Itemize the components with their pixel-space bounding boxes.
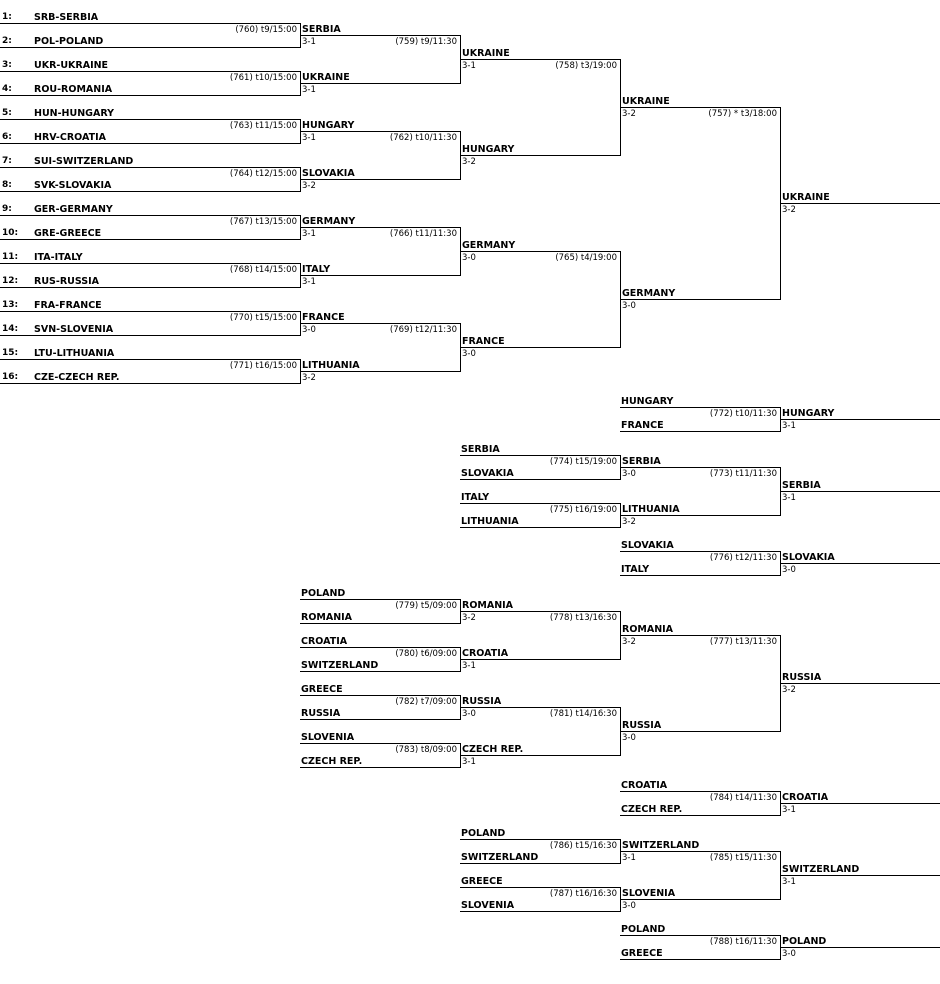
winner-line	[780, 563, 940, 564]
match-score: 3-2	[622, 109, 636, 119]
match-score: 3-0	[782, 949, 796, 959]
match-score: 3-2	[462, 613, 476, 623]
bracket-line	[460, 911, 621, 912]
winner-name: RUSSIA	[622, 720, 662, 731]
bracket-line	[460, 659, 621, 660]
team-name: SWITZERLAND	[301, 660, 379, 671]
team-name: POL-POLAND	[34, 36, 104, 47]
bracket-line	[300, 599, 461, 600]
bracket-line	[0, 287, 301, 288]
seed-number: 14:	[2, 324, 19, 334]
bracket-line	[0, 167, 301, 168]
match-info: (766) t11/11:30	[389, 229, 457, 239]
bracket-line	[460, 503, 621, 504]
winner-name: HUNGARY	[462, 144, 515, 155]
team-name: ROMANIA	[301, 612, 353, 623]
team-name: SLOVENIA	[301, 732, 355, 743]
match-info: (763) t11/15:00	[229, 121, 297, 131]
match-info: (770) t15/15:00	[229, 313, 297, 323]
winner-name: FRANCE	[462, 336, 505, 347]
match-score: 3-0	[622, 469, 636, 479]
winner-name: HUNGARY	[782, 408, 835, 419]
bracket-line	[300, 743, 461, 744]
match-score: 3-1	[302, 133, 316, 143]
team-name: ITA-ITALY	[34, 252, 83, 263]
team-name: GER-GERMANY	[34, 204, 113, 215]
match-info: (777) t13/11:30	[709, 637, 777, 647]
team-name: SVK-SLOVAKIA	[34, 180, 112, 191]
match-info: (786) t15/16:30	[549, 841, 617, 851]
bracket-line	[620, 815, 781, 816]
team-name: CROATIA	[621, 780, 668, 791]
seed-number: 15:	[2, 348, 19, 358]
bracket-line	[620, 935, 781, 936]
team-name: CROATIA	[301, 636, 348, 647]
bracket-line	[620, 407, 781, 408]
seed-number: 8:	[2, 180, 12, 190]
winner-name: SLOVAKIA	[302, 168, 355, 179]
match-info: (780) t6/09:00	[395, 649, 457, 659]
bracket-line	[300, 671, 461, 672]
match-score: 3-2	[302, 373, 316, 383]
match-score: 3-2	[782, 685, 796, 695]
match-score: 3-2	[622, 517, 636, 527]
winner-name: SERBIA	[302, 24, 341, 35]
match-info: (778) t13/16:30	[549, 613, 617, 623]
match-score: 3-0	[782, 565, 796, 575]
match-info: (773) t11/11:30	[709, 469, 777, 479]
seed-number: 4:	[2, 84, 12, 94]
match-score: 3-1	[622, 853, 636, 863]
match-score: 3-0	[622, 733, 636, 743]
bracket-line	[620, 515, 781, 516]
seed-number: 11:	[2, 252, 19, 262]
winner-name: SWITZERLAND	[782, 864, 860, 875]
seed-number: 3:	[2, 60, 12, 70]
seed-number: 1:	[2, 12, 12, 22]
team-name: RUS-RUSSIA	[34, 276, 99, 287]
match-score: 3-1	[462, 661, 476, 671]
match-score: 3-0	[622, 901, 636, 911]
match-score: 3-0	[462, 253, 476, 263]
bracket-line	[300, 35, 461, 36]
team-name: CZECH REP.	[621, 804, 683, 815]
winner-name: ROMANIA	[462, 600, 514, 611]
winner-name: GERMANY	[462, 240, 516, 251]
match-info: (783) t8/09:00	[395, 745, 457, 755]
winner-line	[780, 203, 940, 204]
seed-number: 7:	[2, 156, 12, 166]
bracket-line	[460, 611, 621, 612]
bracket-line	[0, 47, 301, 48]
bracket-line	[0, 119, 301, 120]
winner-name: LITHUANIA	[622, 504, 680, 515]
bracket-line	[300, 323, 461, 324]
match-info: (767) t13/15:00	[229, 217, 297, 227]
match-info: (788) t16/11:30	[709, 937, 777, 947]
team-name: LITHUANIA	[461, 516, 519, 527]
team-name: SERBIA	[461, 444, 500, 455]
team-name: ITALY	[461, 492, 490, 503]
winner-name: RUSSIA	[782, 672, 822, 683]
winner-name: CZECH REP.	[462, 744, 524, 755]
bracket-line	[620, 635, 781, 636]
match-info: (762) t10/11:30	[389, 133, 457, 143]
bracket-line	[0, 143, 301, 144]
bracket-line	[620, 899, 781, 900]
team-name: HUN-HUNGARY	[34, 108, 114, 119]
winner-name: UKRAINE	[302, 72, 350, 83]
bracket-line	[300, 131, 461, 132]
bracket-line	[460, 707, 621, 708]
match-info: (771) t16/15:00	[229, 361, 297, 371]
winner-name: GERMANY	[622, 288, 676, 299]
bracket-line	[0, 311, 301, 312]
bracket-line	[460, 863, 621, 864]
match-score: 3-1	[782, 493, 796, 503]
match-score: 3-1	[302, 229, 316, 239]
winner-line	[780, 947, 940, 948]
seed-number: 16:	[2, 372, 19, 382]
match-score: 3-0	[622, 301, 636, 311]
bracket-line	[300, 647, 461, 648]
team-name: SRB-SERBIA	[34, 12, 99, 23]
bracket-line	[620, 575, 781, 576]
bracket-line	[620, 791, 781, 792]
bracket-line	[0, 335, 301, 336]
winner-name: GERMANY	[302, 216, 356, 227]
match-score: 3-1	[782, 877, 796, 887]
match-info: (782) t7/09:00	[395, 697, 457, 707]
match-score: 3-0	[302, 325, 316, 335]
winner-line	[780, 875, 940, 876]
match-score: 3-1	[782, 421, 796, 431]
team-name: SLOVENIA	[461, 900, 515, 911]
match-info: (779) t5/09:00	[395, 601, 457, 611]
winner-name: LITHUANIA	[302, 360, 360, 371]
bracket-line	[0, 263, 301, 264]
bracket-line	[0, 239, 301, 240]
bracket-line	[0, 191, 301, 192]
seed-number: 13:	[2, 300, 19, 310]
bracket-line	[300, 623, 461, 624]
winner-name: UKRAINE	[462, 48, 510, 59]
bracket-line	[620, 431, 781, 432]
seed-number: 6:	[2, 132, 12, 142]
match-info: (784) t14/11:30	[709, 793, 777, 803]
winner-line	[780, 683, 940, 684]
bracket-line	[460, 59, 621, 60]
winner-name: UKRAINE	[782, 192, 830, 203]
bracket-line	[300, 767, 461, 768]
seed-number: 9:	[2, 204, 12, 214]
match-info: (759) t9/11:30	[395, 37, 457, 47]
team-name: SLOVAKIA	[621, 540, 674, 551]
team-name: POLAND	[621, 924, 666, 935]
team-name: HRV-CROATIA	[34, 132, 106, 143]
team-name: POLAND	[301, 588, 346, 599]
seed-number: 2:	[2, 36, 12, 46]
team-name: POLAND	[461, 828, 506, 839]
match-score: 3-2	[462, 157, 476, 167]
match-score: 3-2	[782, 205, 796, 215]
team-name: UKR-UKRAINE	[34, 60, 109, 71]
bracket-line	[460, 839, 621, 840]
seed-number: 10:	[2, 228, 19, 238]
bracket-line	[620, 731, 781, 732]
match-info: (764) t12/15:00	[229, 169, 297, 179]
team-name: FRA-FRANCE	[34, 300, 102, 311]
bracket-line	[460, 455, 621, 456]
bracket-line	[0, 23, 301, 24]
match-score: 3-1	[462, 757, 476, 767]
match-info: (761) t10/15:00	[229, 73, 297, 83]
match-info: (772) t10/11:30	[709, 409, 777, 419]
match-score: 3-2	[302, 181, 316, 191]
team-name: GREECE	[301, 684, 343, 695]
match-info: (774) t15/19:00	[549, 457, 617, 467]
winner-name: HUNGARY	[302, 120, 355, 131]
match-info: (768) t14/15:00	[229, 265, 297, 275]
bracket-line	[300, 695, 461, 696]
match-info: (760) t9/15:00	[235, 25, 297, 35]
match-info: (781) t14/16:30	[549, 709, 617, 719]
bracket-line	[300, 227, 461, 228]
match-info: (787) t16/16:30	[549, 889, 617, 899]
winner-name: RUSSIA	[462, 696, 502, 707]
winner-name: ROMANIA	[622, 624, 674, 635]
team-name: SWITZERLAND	[461, 852, 539, 863]
winner-name: UKRAINE	[622, 96, 670, 107]
match-info: (775) t16/19:00	[549, 505, 617, 515]
match-score: 3-1	[302, 85, 316, 95]
match-score: 3-1	[462, 61, 476, 71]
seed-number: 5:	[2, 108, 12, 118]
bracket-line	[300, 719, 461, 720]
bracket-line	[0, 95, 301, 96]
team-name: ITALY	[621, 564, 650, 575]
match-score: 3-1	[302, 277, 316, 287]
winner-name: CROATIA	[462, 648, 509, 659]
match-info: (785) t15/11:30	[709, 853, 777, 863]
bracket-line	[460, 251, 621, 252]
winner-name: ITALY	[302, 264, 331, 275]
bracket-line	[0, 359, 301, 360]
team-name: ROU-ROMANIA	[34, 84, 113, 95]
bracket-line	[460, 347, 621, 348]
team-name: SUI-SWITZERLAND	[34, 156, 134, 167]
team-name: FRANCE	[621, 420, 664, 431]
match-score: 3-0	[462, 709, 476, 719]
winner-name: SLOVENIA	[622, 888, 676, 899]
team-name: SLOVAKIA	[461, 468, 514, 479]
team-name: GREECE	[461, 876, 503, 887]
winner-name: CROATIA	[782, 792, 829, 803]
team-name: HUNGARY	[621, 396, 674, 407]
team-name: GRE-GREECE	[34, 228, 102, 239]
bracket-line	[620, 551, 781, 552]
bracket-line	[300, 83, 461, 84]
bracket-line	[620, 851, 781, 852]
team-name: RUSSIA	[301, 708, 341, 719]
match-info: (765) t4/19:00	[555, 253, 617, 263]
bracket-line	[460, 527, 621, 528]
winner-name: FRANCE	[302, 312, 345, 323]
team-name: LTU-LITHUANIA	[34, 348, 115, 359]
match-info: (757) * t3/18:00	[708, 109, 777, 119]
bracket-line	[0, 215, 301, 216]
winner-name: SERBIA	[782, 480, 821, 491]
match-score: 3-2	[622, 637, 636, 647]
bracket-line	[0, 71, 301, 72]
bracket-line	[300, 371, 461, 372]
winner-name: SLOVAKIA	[782, 552, 835, 563]
bracket-line	[620, 107, 781, 108]
bracket-line	[620, 299, 781, 300]
bracket-line	[460, 479, 621, 480]
winner-name: POLAND	[782, 936, 827, 947]
match-info: (769) t12/11:30	[389, 325, 457, 335]
match-score: 3-1	[782, 805, 796, 815]
bracket-line	[0, 383, 301, 384]
winner-name: SWITZERLAND	[622, 840, 700, 851]
bracket-line	[620, 467, 781, 468]
winner-line	[780, 491, 940, 492]
match-info: (776) t12/11:30	[709, 553, 777, 563]
bracket-line	[460, 755, 621, 756]
bracket-line	[300, 275, 461, 276]
match-info: (758) t3/19:00	[555, 61, 617, 71]
team-name: CZECH REP.	[301, 756, 363, 767]
match-score: 3-1	[302, 37, 316, 47]
bracket-line	[300, 179, 461, 180]
team-name: CZE-CZECH REP.	[34, 372, 120, 383]
bracket-line	[460, 155, 621, 156]
winner-name: SERBIA	[622, 456, 661, 467]
seed-number: 12:	[2, 276, 19, 286]
bracket-line	[620, 959, 781, 960]
winner-line	[780, 419, 940, 420]
winner-line	[780, 803, 940, 804]
match-score: 3-0	[462, 349, 476, 359]
bracket-line	[460, 887, 621, 888]
team-name: GREECE	[621, 948, 663, 959]
team-name: SVN-SLOVENIA	[34, 324, 114, 335]
